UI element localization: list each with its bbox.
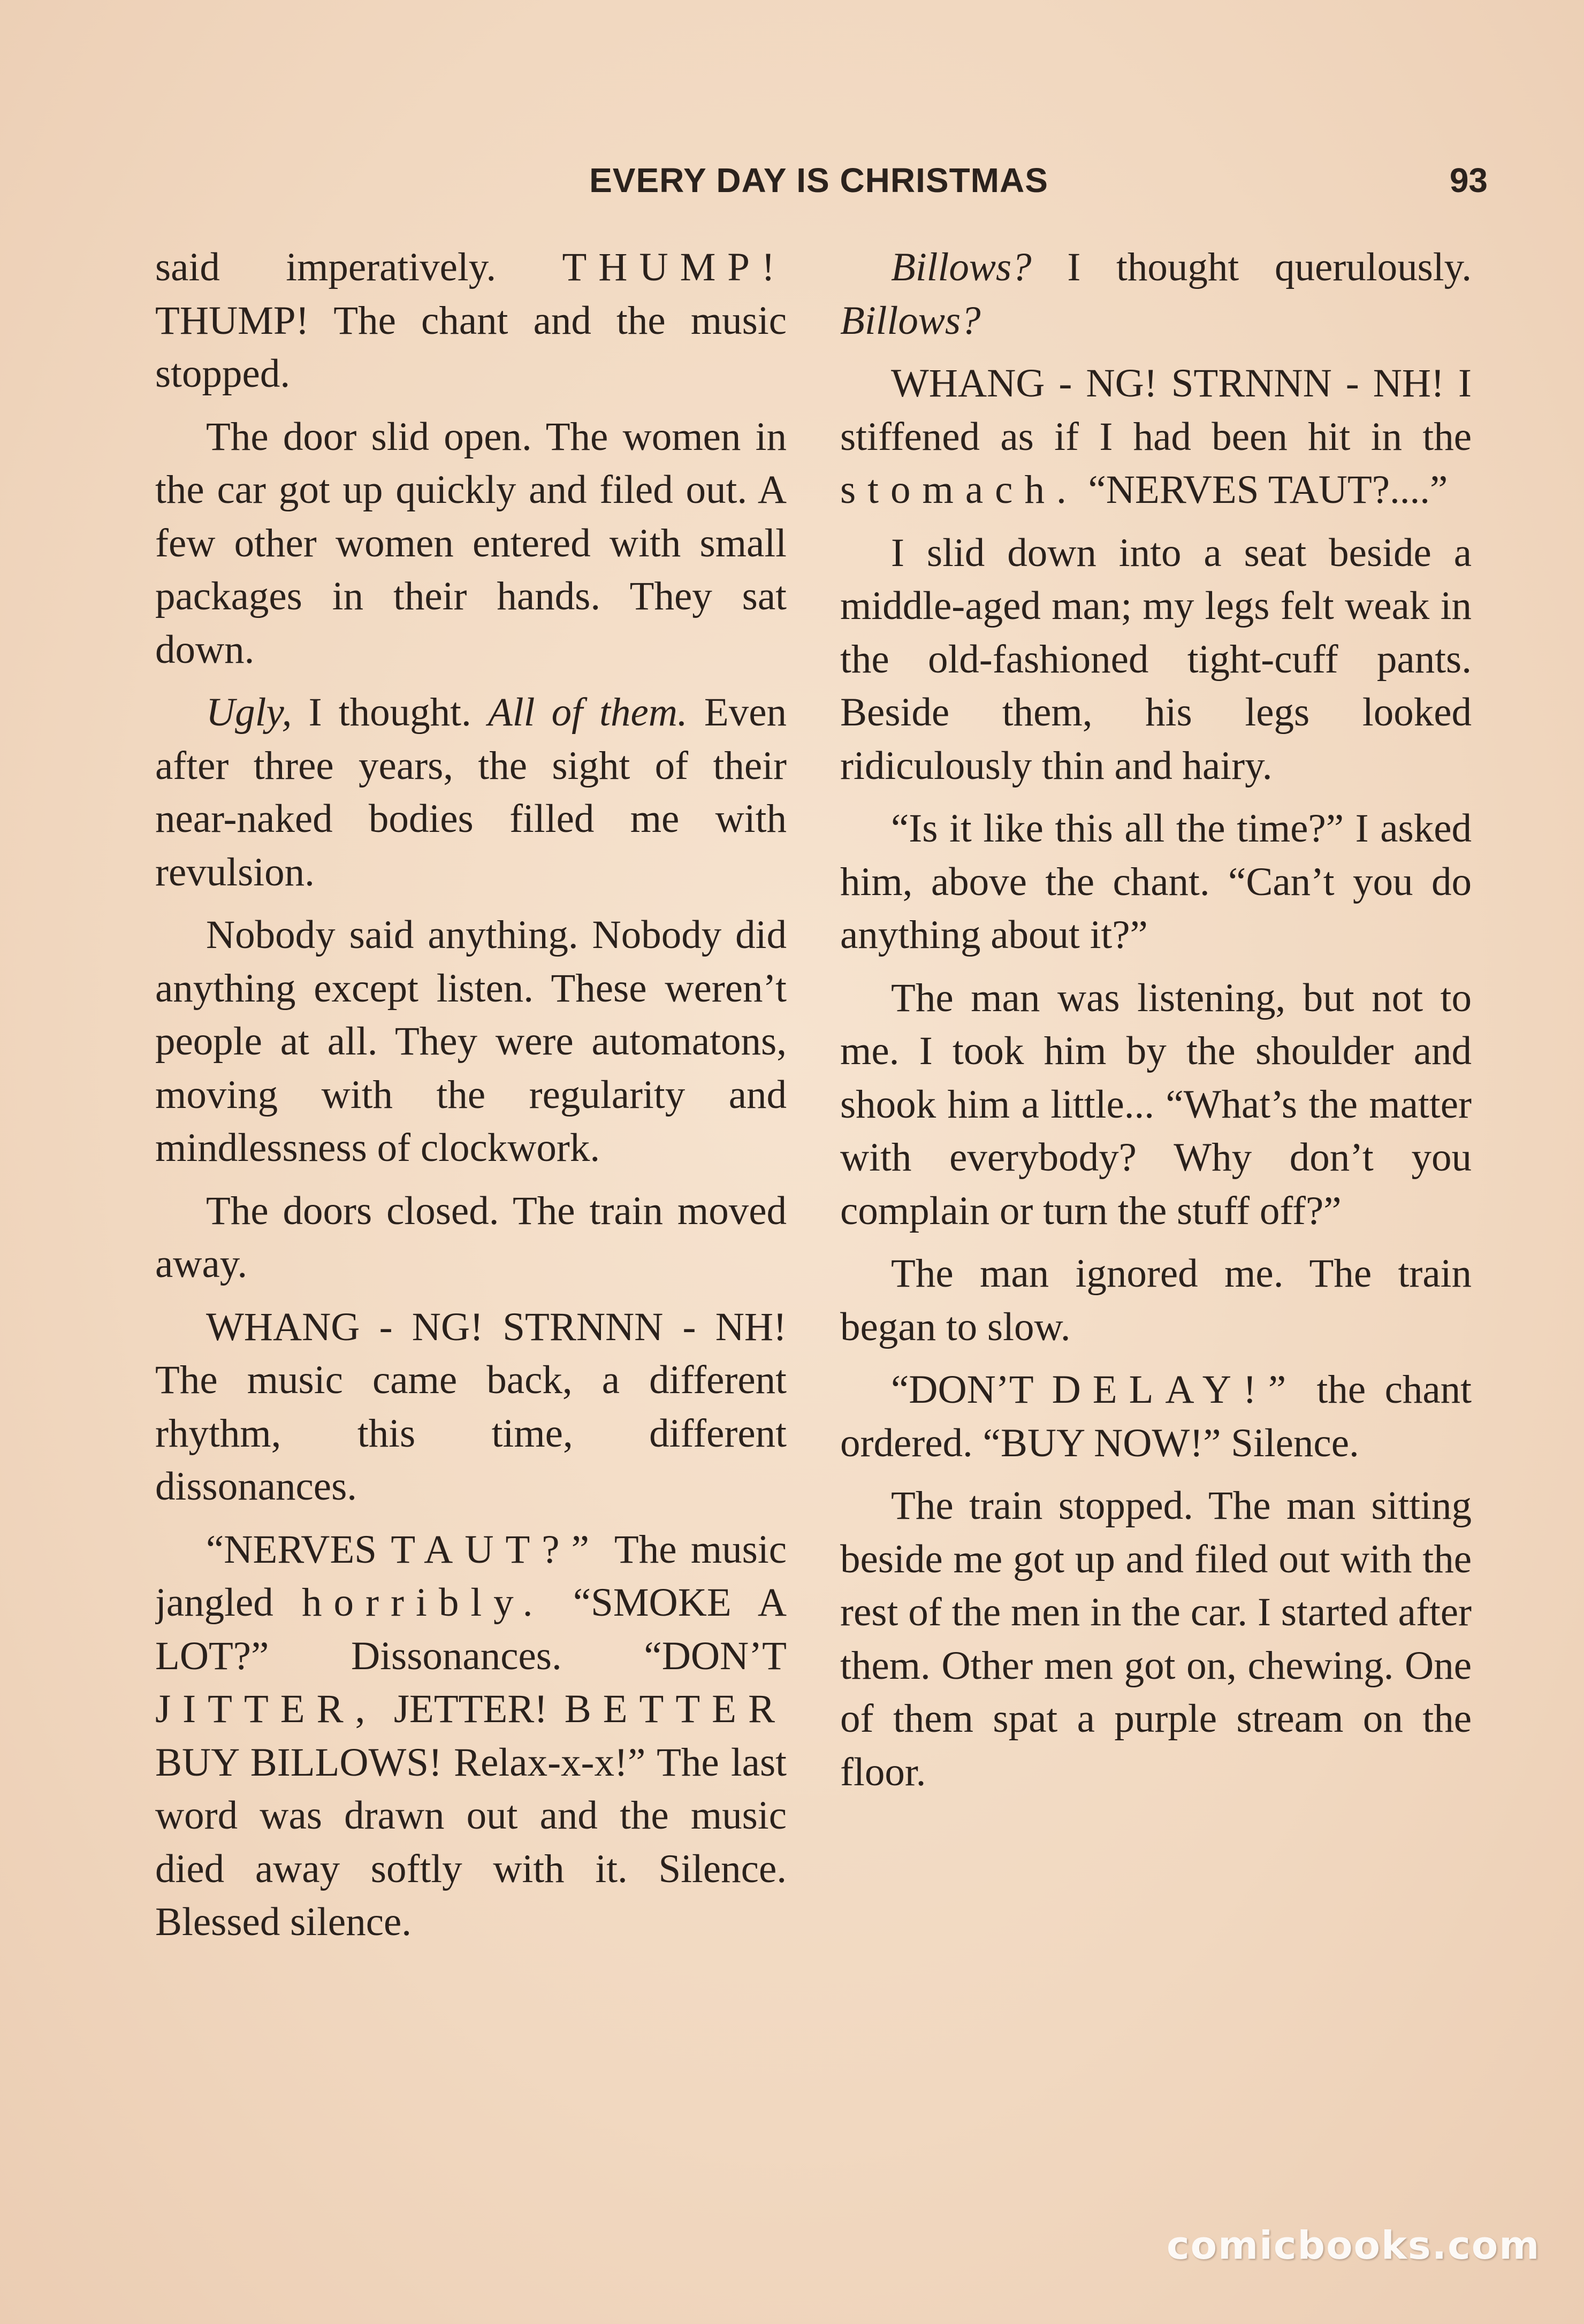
text-segment: THUMP! The chant and the music stopped. (155, 298, 787, 396)
running-title: EVERY DAY IS CHRISTMAS (589, 161, 1048, 200)
text-segment: JETTER! (377, 1687, 565, 1731)
paragraph (155, 410, 787, 677)
text-segment: The train stopped. The man sitting beside me got up and filed out with the rest of the men in the car. I started after them. Other men got on, chewing. One of them spat a purple stream on the floor. (840, 1484, 1472, 1794)
text-segment: “DON’T (891, 1367, 1052, 1412)
paragraph (155, 1301, 787, 1513)
text-segment: The music jangled (155, 1527, 787, 1625)
text-segment: The man ignored me. The train began to slow. (840, 1251, 1472, 1349)
page-number: 93 (1449, 161, 1488, 200)
text-segment: The doors closed. The train moved away. (155, 1188, 787, 1286)
paragraph (840, 1363, 1472, 1470)
spaced-text: JITTER, (155, 1687, 377, 1731)
text-segment: I thought. (292, 690, 488, 735)
text-segment: I thought querulously. (1031, 245, 1472, 289)
spaced-text: THUMP! (562, 245, 787, 289)
paragraph (155, 1523, 787, 1949)
italic-text: Billows? (840, 298, 981, 343)
text-segment: “NERVES TAUT?....” (1078, 468, 1448, 512)
paragraph (155, 241, 787, 401)
paragraph (155, 686, 787, 899)
spaced-text: stomach. (840, 468, 1078, 512)
italic-text: Billows? (891, 245, 1032, 289)
spaced-text: DELAY!” (1052, 1367, 1298, 1412)
paragraph (840, 357, 1472, 517)
italic-text: Ugly, (206, 690, 292, 735)
paragraph (840, 1247, 1472, 1354)
watermark-text: comicbooks.com (1167, 2223, 1541, 2268)
paragraph (155, 908, 787, 1175)
text-segment: said imperatively. (155, 245, 562, 289)
text-segment: the chant ordered. “BUY NOW!” Silence. (840, 1367, 1472, 1465)
text-segment: WHANG - NG! STRNNN - NH! I stiffened as if I had been hit in the (840, 361, 1472, 459)
paragraph (840, 1479, 1472, 1799)
spaced-text: BETTER (564, 1687, 787, 1731)
text-segment: “SMOKE A LOT?” Dissonances. “DON’T (155, 1580, 787, 1678)
text-segment: WHANG - NG! STRNNN - NH! The music came back, a different rhythm, this time, different dissonances. (155, 1304, 787, 1509)
paragraph (155, 1184, 787, 1291)
left-column (155, 241, 787, 2210)
text-segment: Nobody said anything. Nobody did anything except listen. These weren’t people at all. They were automatons, moving with the regularity and mindlessness of clockwork. (155, 913, 787, 1170)
text-segment: Even after three years, the sight of their near-naked bodies filled me with revulsion. (155, 690, 787, 895)
text-segment: I slid down into a seat beside a middle-aged man; my legs felt weak in the old-fashioned tight-cuff pants. Beside them, his legs looked ridiculously thin and hairy. (840, 530, 1472, 788)
spaced-text: horribly. (302, 1580, 545, 1625)
text-segment: BUY BILLOWS! Relax-x-x!” The last word was drawn out and the music died away softly with it. Silence. Blessed silence. (155, 1740, 787, 1944)
paragraph (840, 241, 1472, 347)
spaced-text: TAUT?” (391, 1527, 601, 1572)
italic-text: All of them. (488, 690, 688, 735)
text-segment: “Is it like this all the time?” I asked him, above the chant. “Can’t you do anything about it?” (840, 806, 1472, 957)
right-column (840, 241, 1472, 2210)
text-segment: The man was listening, but not to me. I took him by the shoulder and shook him a little... “What’s the matter with everybody? Why don’t you complain or turn the stuff off?” (840, 975, 1472, 1233)
paragraph (840, 802, 1472, 962)
paragraph (840, 526, 1472, 793)
text-segment: “NERVES (206, 1527, 391, 1572)
paragraph (840, 972, 1472, 1238)
text-segment: The door slid open. The women in the car got up quickly and filed out. A few other women entered with small packages in their hands. They sat down. (155, 414, 787, 672)
